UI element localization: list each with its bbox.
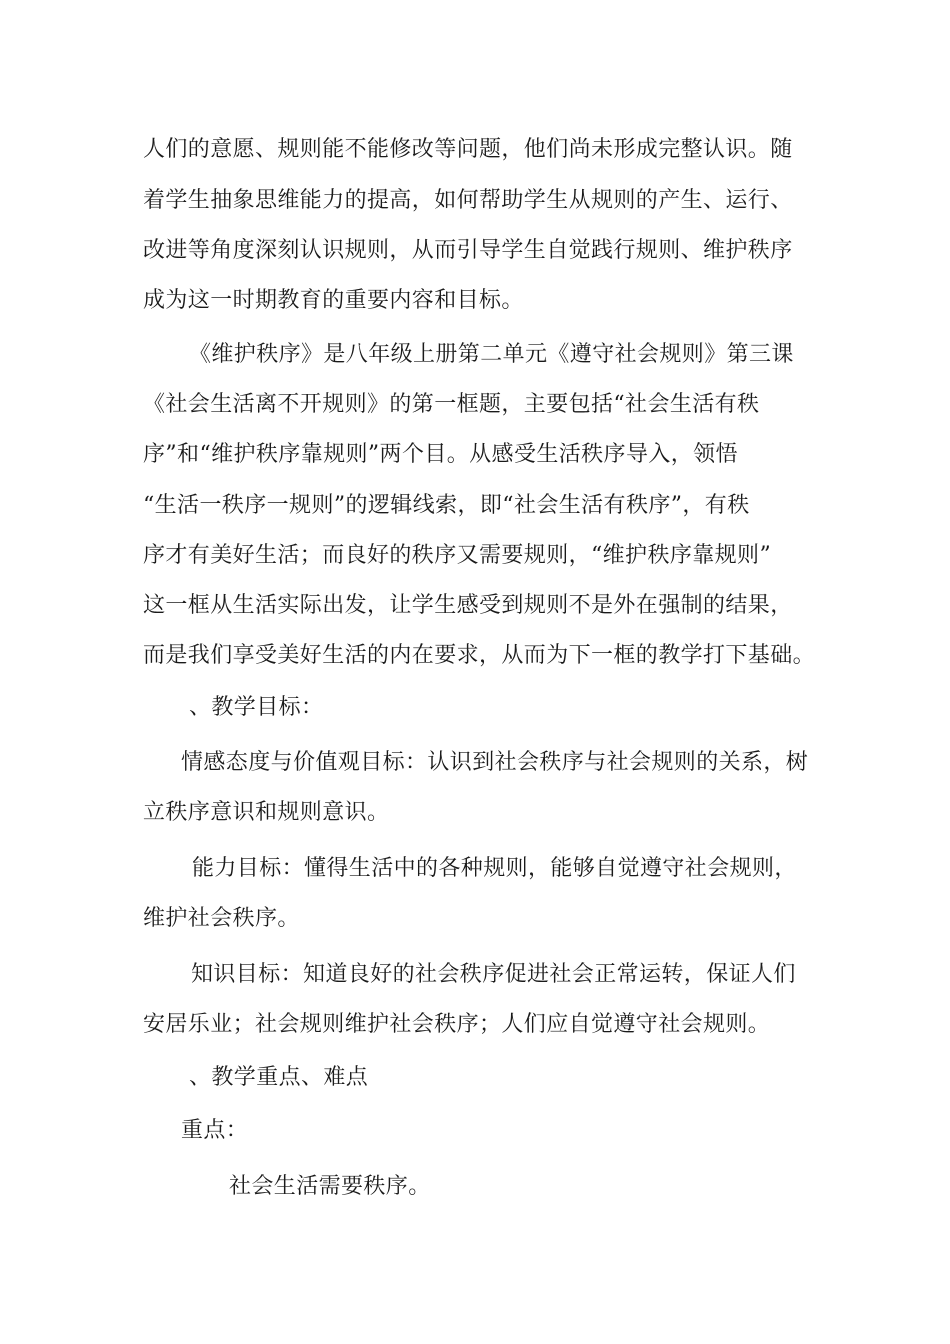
- text-line-8: “生活一秩序一规则”的逻辑线索，即“社会生活有秩序”，有秩: [143, 493, 750, 518]
- text-line-2: 着学生抽象思维能力的提高，如何帮助学生从规则的产生、运行、: [143, 188, 793, 213]
- text-line-10: 这一框从生活实际出发，让学生感受到规则不是外在强制的结果，: [143, 593, 793, 618]
- text-line-17: 知识目标：知道良好的社会秩序促进社会正常运转，保证人们: [191, 962, 796, 987]
- text-line-14: 立秩序意识和规则意识。: [143, 800, 390, 825]
- text-line-5: 《维护秩序》是八年级上册第二单元《遵守社会规则》第三课: [189, 342, 794, 367]
- text-line-1: 人们的意愿、规则能不能修改等问题，他们尚未形成完整认识。随: [143, 137, 793, 162]
- text-line-9: 序才有美好生活；而良好的秩序又需要规则，“维护秩序靠规则”: [143, 543, 772, 568]
- text-line-13: 情感态度与价值观目标：认识到社会秩序与社会规则的关系，树: [181, 750, 809, 775]
- key-point-text: 社会生活需要秩序。: [229, 1174, 431, 1199]
- text-line-11: 而是我们享受美好生活的内在要求，从而为下一框的教学打下基础。: [143, 643, 816, 668]
- text-line-15: 能力目标：懂得生活中的各种规则，能够自觉遵守社会规则，: [192, 856, 797, 881]
- text-line-7: 序”和“维护秩序靠规则”两个目。从感受生活秩序导入，领悟: [143, 442, 738, 467]
- section-heading-key-points: 、教学重点、难点: [189, 1065, 369, 1090]
- section-heading-objectives: 、教学目标：: [189, 695, 324, 720]
- text-line-3: 改进等角度深刻认识规则，从而引导学生自觉践行规则、维护秩序: [143, 238, 793, 263]
- text-line-6: 《社会生活离不开规则》的第一框题，主要包括“社会生活有秩: [143, 392, 760, 417]
- text-line-4: 成为这一时期教育的重要内容和目标。: [143, 288, 524, 313]
- key-point-label: 重点：: [181, 1118, 249, 1143]
- text-line-16: 维护社会秩序。: [143, 906, 300, 931]
- text-line-18: 安居乐业；社会规则维护社会秩序；人们应自觉遵守社会规则。: [143, 1012, 771, 1037]
